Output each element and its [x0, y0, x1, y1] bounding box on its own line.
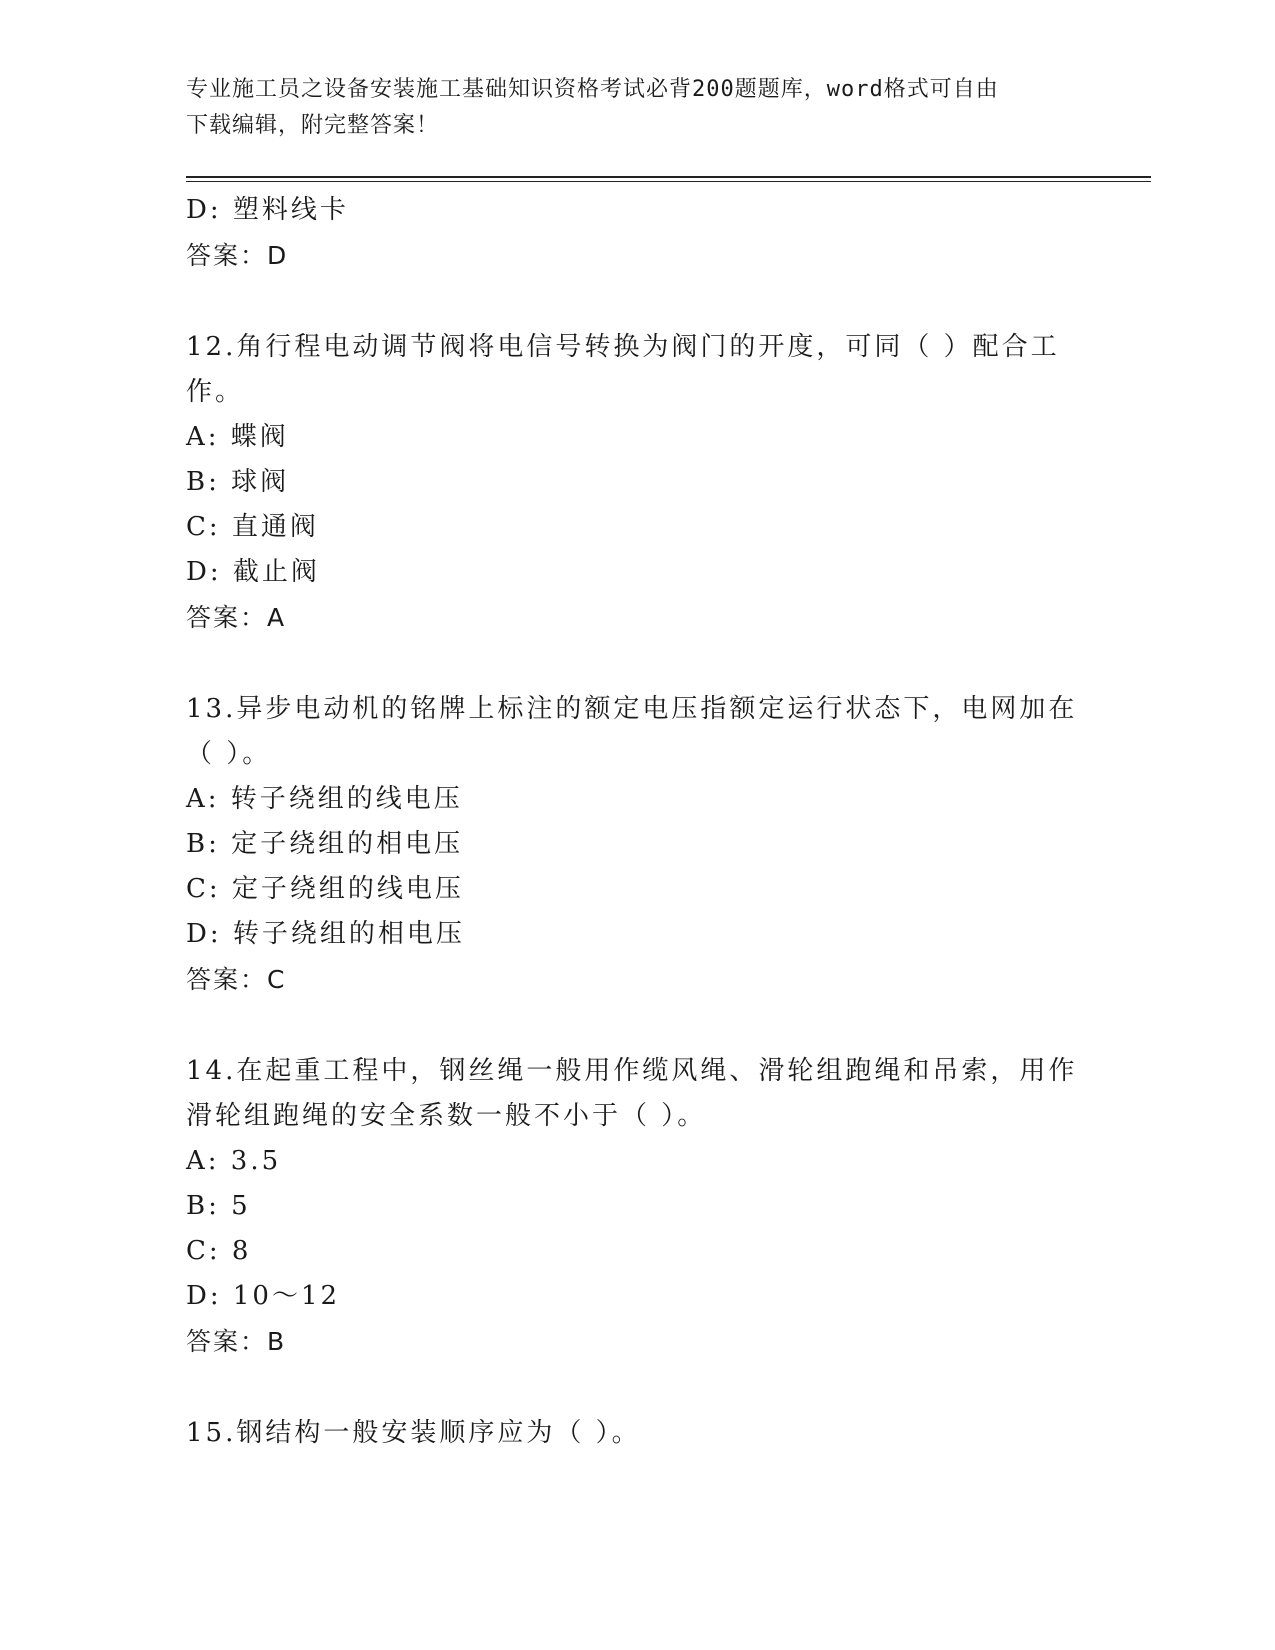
header-divider-thick: [186, 176, 1151, 178]
question-12: [186, 325, 1066, 640]
prev-answer: 答案：D: [186, 241, 289, 270]
question-text-line: 13.异步电动机的铭牌上标注的额定电压指额定运行状态下，电网加在: [186, 694, 1078, 724]
question-text-line: 14.在起重工程中，钢丝绳一般用作缆风绳、滑轮组跑绳和吊索，用作: [186, 1056, 1078, 1086]
option-c: C: 8: [186, 1236, 252, 1266]
option-d: D: 10～12: [186, 1281, 341, 1311]
question-15: [186, 1411, 1066, 1456]
option-d: D: 转子绕组的相电压: [186, 919, 465, 949]
option-c: C: 定子绕组的线电压: [186, 874, 464, 904]
answer: 答案：A: [186, 603, 287, 632]
document-header: [186, 72, 1086, 144]
question-13: [186, 687, 1078, 1002]
question-text-line: 12.角行程电动调节阀将电信号转换为阀门的开度，可同（ ）配合工: [186, 332, 1060, 362]
option-b: B: 球阀: [186, 467, 290, 497]
option-b: B: 5: [186, 1191, 251, 1221]
option-a: A: 3.5: [186, 1146, 282, 1176]
option-b: B: 定子绕组的相电压: [186, 829, 464, 859]
header-divider-thin: [186, 181, 1151, 182]
option-a: A: 蝶阀: [186, 422, 289, 452]
header-line-2: 下载编辑，附完整答案！: [186, 113, 440, 138]
question-14: [186, 1049, 1078, 1364]
prev-option-d: D: 塑料线卡: [186, 195, 349, 225]
question-text-line: （ ）。: [186, 739, 272, 769]
option-c: C: 直通阀: [186, 512, 319, 542]
header-line-1: 专业施工员之设备安装施工基础知识资格考试必背200题题库，word格式可自由: [186, 77, 999, 102]
option-d: D: 截止阀: [186, 557, 320, 587]
answer: 答案：C: [186, 965, 287, 994]
question-text-line: 滑轮组跑绳的安全系数一般不小于（ ）。: [186, 1101, 707, 1131]
question-list: [186, 188, 1078, 1456]
answer: 答案：B: [186, 1327, 287, 1356]
option-a: A: 转子绕组的线电压: [186, 784, 463, 814]
question-text-line: 作。: [186, 377, 245, 407]
question-text-line: 15.钢结构一般安装顺序应为（ ）。: [186, 1418, 641, 1448]
